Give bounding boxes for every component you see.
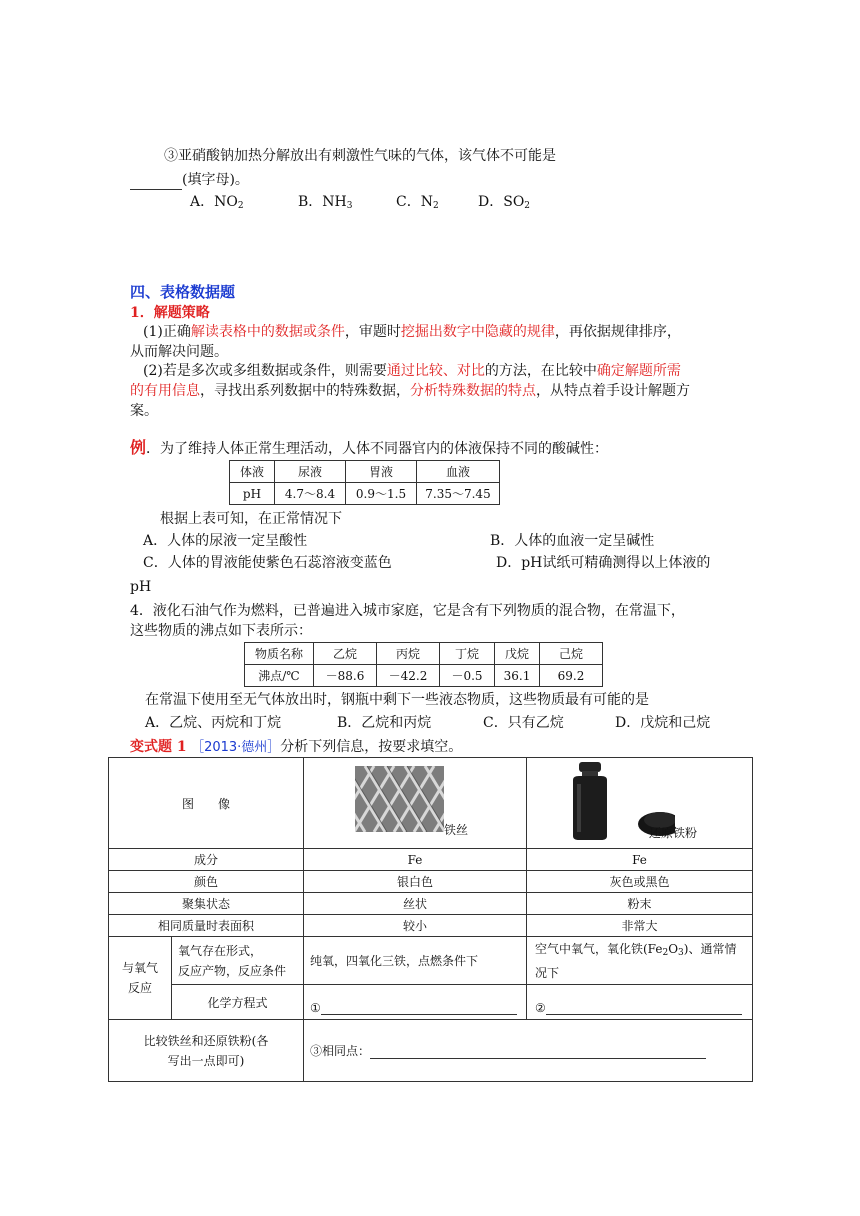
q3-answer-blank[interactable] [130, 189, 182, 190]
table-row [109, 915, 753, 937]
q3-option-d[interactable]: D．$SO_2$ [478, 194, 531, 211]
table-cell: 相同质量时表面积 [109, 915, 304, 937]
table-cell: 粉末 [527, 893, 753, 915]
example-question: 根据上表可知，在正常情况下 [160, 511, 342, 527]
q4-option-c[interactable]: C．只有乙烷 [483, 715, 564, 731]
table-cell: ② [527, 985, 753, 1020]
example-option-d[interactable]: D．pH试纸可精确测得以上体液的 [496, 555, 711, 571]
table-cell: 颜色 [109, 871, 304, 893]
equation-2-blank[interactable] [546, 1014, 742, 1015]
ph-table [229, 460, 500, 505]
variant-heading: 变式题 1 ［2013·德州］分析下列信息，按要求填空。 [130, 739, 463, 755]
table-cell: 血液 [417, 461, 500, 483]
table-row [109, 758, 753, 849]
table-row [230, 461, 500, 483]
table-row [109, 871, 753, 893]
table-cell: pH [230, 483, 275, 505]
q4-line1: 4．液化石油气作为燃料，已普遍进入城市家庭，它是含有下列物质的混合物，在常温下， [130, 603, 685, 619]
example-option-c[interactable]: C．人体的胃液能使紫色石蕊溶液变蓝色 [143, 555, 392, 571]
table-cell [304, 758, 527, 849]
table-cell: Fe [527, 849, 753, 871]
q3-option-c[interactable]: C．$N_2$ [396, 194, 439, 211]
iron-wire-image [355, 766, 444, 832]
table-cell: 戊烷 [495, 643, 540, 665]
strategy-p1-line1: (1)正确解读表格中的数据或条件，审题时挖掘出数字中隐藏的规律，再依据规律排序， [143, 324, 681, 340]
table-cell: 化学方程式 [172, 985, 304, 1020]
table-cell: ③相同点： [304, 1020, 753, 1082]
table-cell: －88.6 [314, 665, 377, 687]
q4-line2: 这些物质的沸点如下表所示： [130, 623, 312, 639]
boiling-table [244, 642, 603, 687]
table-cell: －0.5 [440, 665, 495, 687]
q3-options [190, 192, 530, 216]
common-point-blank[interactable] [370, 1058, 706, 1059]
strategy-p2-line1: (2)若是多次或多组数据或条件，则需要通过比较、对比的方法，在比较中确定解题所需 [143, 363, 681, 379]
table-cell: －42.2 [377, 665, 440, 687]
q3-option-b[interactable]: B．$NH_3$ [298, 194, 353, 211]
q4-question: 在常温下使用至无气体放出时，钢瓶中剩下一些液态物质，这些物质最有可能的是 [145, 692, 649, 708]
table-row [230, 483, 500, 505]
table-cell: 聚集状态 [109, 893, 304, 915]
q4-option-d[interactable]: D．戊烷和己烷 [615, 715, 711, 731]
q3-blank-line: (填字母)。 [130, 170, 249, 190]
example-option-d-cont: pH [130, 579, 152, 595]
table-cell: 物质名称 [245, 643, 314, 665]
equation-1-blank[interactable] [321, 1014, 517, 1015]
strategy-p2-line3: 案。 [130, 403, 158, 419]
table-cell: 纯氧，四氧化三铁，点燃条件下 [304, 937, 527, 985]
table-cell: 银白色 [304, 871, 527, 893]
table-cell: 非常大 [527, 915, 753, 937]
table-row [109, 893, 753, 915]
table-cell: 69.2 [540, 665, 603, 687]
table-cell: 空气中氧气，氧化铁$(Fe_2O_3)$、通常情 况下 [527, 937, 753, 985]
table-cell: 丝状 [304, 893, 527, 915]
q3-prefix: ③亚硝酸钠加热分解放出有刺激性气味的气体，该气体不可能是 [164, 148, 556, 164]
table-cell: 7.35～7.45 [417, 483, 500, 505]
q4-option-b[interactable]: B．乙烷和丙烷 [337, 715, 432, 731]
table-row [109, 1020, 753, 1082]
table-row [245, 643, 603, 665]
table-cell: 灰色或黑色 [527, 871, 753, 893]
strategy-p2-line2: 的有用信息，寻找出系列数据中的特殊数据，分析特殊数据的特点，从特点着手设计解题方 [130, 383, 690, 399]
strategy-p1-line2: 从而解决问题。 [130, 344, 228, 360]
table-row [109, 985, 753, 1020]
table-cell: 4.7～8.4 [275, 483, 346, 505]
table-cell: 0.9～1.5 [346, 483, 417, 505]
table-cell: 36.1 [495, 665, 540, 687]
q4-option-a[interactable]: A．乙烷、丙烷和丁烷 [145, 715, 282, 731]
iron-wire-caption: 铁丝 [444, 823, 469, 837]
q4-options [145, 713, 710, 733]
strategy-heading: 1．解题策略 [130, 305, 210, 321]
q3-option-a[interactable]: A．$NO_2$ [190, 194, 244, 211]
table-cell: 体液 [230, 461, 275, 483]
example-option-b[interactable]: B．人体的血液一定呈碱性 [490, 533, 655, 549]
iron-comparison-table [108, 757, 753, 1082]
table-cell: ① [304, 985, 527, 1020]
table-cell: 尿液 [275, 461, 346, 483]
table-cell: 己烷 [540, 643, 603, 665]
example-option-a[interactable]: A．人体的尿液一定呈酸性 [143, 533, 308, 549]
table-cell: 丙烷 [377, 643, 440, 665]
table-cell: 比较铁丝和还原铁粉(各 写出一点即可) [109, 1020, 304, 1082]
table-cell: 与氧气 反应 [109, 937, 172, 1020]
table-cell: 丁烷 [440, 643, 495, 665]
iron-powder-caption: 还原铁粉 [649, 826, 698, 840]
table-row [245, 665, 603, 687]
table-cell: 图 像 [109, 758, 304, 849]
example-intro: 例．为了维持人体正常生理活动，人体不同器官内的体液保持不同的酸碱性： [130, 438, 609, 457]
table-row [109, 849, 753, 871]
table-cell: 胃液 [346, 461, 417, 483]
table-cell: 沸点/℃ [245, 665, 314, 687]
table-cell: 成分 [109, 849, 304, 871]
table-row [109, 937, 753, 985]
table-cell: 氧气存在形式， 反应产物，反应条件 [172, 937, 304, 985]
table-cell: Fe [304, 849, 527, 871]
table-cell [527, 758, 753, 849]
section-title: 四、表格数据题 [130, 283, 236, 301]
table-cell: 较小 [304, 915, 527, 937]
table-cell: 乙烷 [314, 643, 377, 665]
